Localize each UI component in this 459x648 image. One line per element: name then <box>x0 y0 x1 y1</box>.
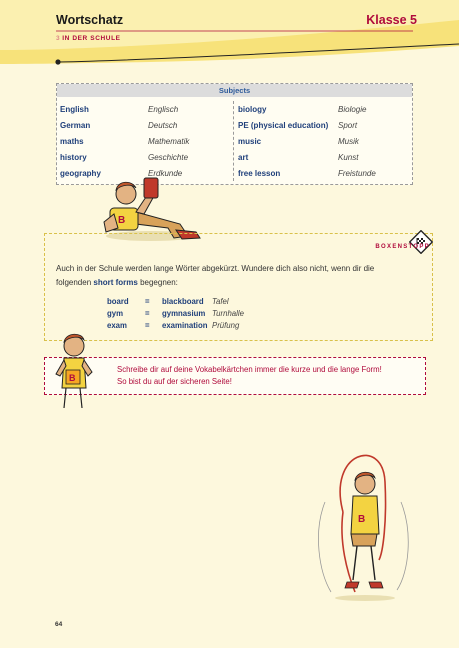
short-form-row <box>107 320 307 332</box>
vocab-german: Freistunde <box>338 169 376 178</box>
vocab-english: English <box>60 105 89 114</box>
mascot-standing-illustration <box>50 330 106 410</box>
vocab-german: Kunst <box>338 153 359 162</box>
short-form: gym <box>107 309 124 318</box>
mascot-jump-rope-illustration <box>313 442 413 602</box>
long-form: examination <box>162 321 208 330</box>
short-forms-list <box>107 296 307 332</box>
vocab-english: geography <box>60 169 101 178</box>
equals-sign: = <box>145 321 150 330</box>
tip-line-1: Schreibe dir auf deine Vokabelkärtchen immer die kurze und die lange Form! <box>117 365 382 374</box>
page-number: 64 <box>55 621 63 628</box>
german-translation: Prüfung <box>212 321 240 330</box>
vocab-row <box>238 102 408 118</box>
svg-text:B: B <box>118 215 126 226</box>
boxenstopp-label: BOXENSTOPP <box>375 244 430 250</box>
vocab-divider <box>233 101 234 181</box>
svg-text:B: B <box>358 514 366 525</box>
equals-sign: = <box>145 309 150 318</box>
vocab-german: Geschichte <box>148 153 189 162</box>
long-form: blackboard <box>162 297 204 306</box>
short-form: exam <box>107 321 127 330</box>
short-form-row <box>107 308 307 320</box>
german-translation: Tafel <box>212 297 229 306</box>
short-form: board <box>107 297 129 306</box>
vocab-english: history <box>60 153 87 162</box>
long-form: gymnasium <box>162 309 206 318</box>
vocab-row <box>60 102 230 118</box>
vocab-row <box>60 118 230 134</box>
checkered-flag-icon <box>409 230 433 254</box>
vocab-column-left <box>60 102 230 182</box>
vocab-english: German <box>60 121 91 130</box>
vocab-english: maths <box>60 137 84 146</box>
vocab-english: PE (physical education) <box>238 121 329 130</box>
tip-text <box>117 364 417 388</box>
vocab-german: Erdkunde <box>148 169 183 178</box>
short-form-row <box>107 296 307 308</box>
vocab-column-right <box>238 102 408 182</box>
svg-text:B: B <box>69 373 76 383</box>
subjects-vocab-box <box>56 83 413 185</box>
vocab-row <box>238 118 408 134</box>
intro-pre: folgenden <box>56 278 92 287</box>
grade-label: Klasse 5 <box>366 13 417 27</box>
vocab-german: Sport <box>338 121 358 130</box>
page-title: Wortschatz <box>56 13 124 27</box>
vocab-english: biology <box>238 105 267 114</box>
intro-highlight: short forms <box>93 278 138 287</box>
vocab-heading: Subjects <box>57 84 412 97</box>
vocab-row <box>238 134 408 150</box>
vocab-german: Mathematik <box>148 137 190 146</box>
vocab-german: Deutsch <box>148 121 178 130</box>
vocab-row <box>238 150 408 166</box>
equals-sign: = <box>145 297 150 306</box>
vocab-english: art <box>238 153 249 162</box>
tip-line-2: So bist du auf der sicheren Seite! <box>117 377 232 386</box>
vocab-row <box>60 150 230 166</box>
chapter-subtitle <box>56 35 121 42</box>
vocab-row <box>60 134 230 150</box>
chapter-number: 3 <box>56 35 61 42</box>
vocab-row <box>238 166 408 182</box>
intro-line-1: Auch in der Schule werden lange Wörter abgekürzt. Wundere dich also nicht, wenn dir die <box>56 264 375 273</box>
boxenstopp-intro <box>56 262 416 290</box>
vocab-german: Biologie <box>338 105 367 114</box>
intro-post: begegnen: <box>140 278 178 287</box>
german-translation: Turnhalle <box>212 309 244 318</box>
vocab-german: Englisch <box>148 105 179 114</box>
vocab-english: free lesson <box>238 169 281 178</box>
vocab-english: music <box>238 137 262 146</box>
vocab-german: Musik <box>338 137 359 146</box>
chapter-title: IN DER SCHULE <box>62 35 121 42</box>
